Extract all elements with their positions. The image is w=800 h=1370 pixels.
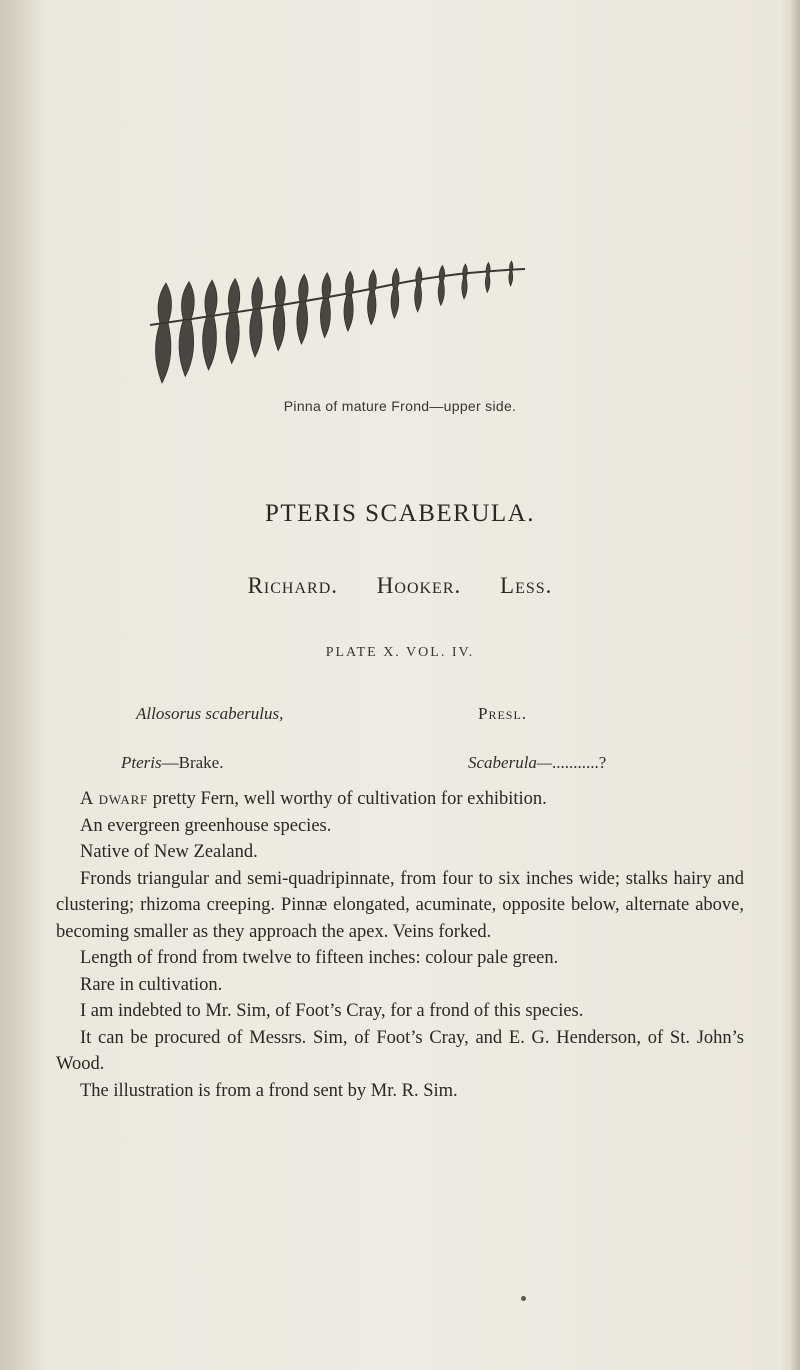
pinnule-upper — [416, 267, 422, 285]
pinnule-lower — [226, 313, 239, 364]
pinnule-lower — [320, 299, 330, 338]
paragraph: Fronds triangular and semi-quadripinnate, from four to six inches wide; stalks hairy and clustering; rhizoma creeping. Pinnæ elongated, acuminate, opposite below, alternate above, becoming smaller as they approach the apex. Veins forked. — [56, 868, 744, 942]
pinnule-upper — [228, 279, 240, 313]
paragraph: Native of New Zealand. — [80, 842, 258, 862]
paragraph: Length of frond from twelve to fifteen inches: colour pale green. — [80, 948, 559, 968]
pinnule-lower — [250, 309, 262, 357]
pinnule-upper — [299, 274, 308, 302]
pinnule-upper — [275, 276, 285, 306]
pinnule-upper — [510, 261, 513, 271]
pinnule-upper — [252, 277, 263, 309]
pinnule-lower — [415, 285, 422, 312]
pinnule-upper — [345, 271, 353, 295]
ink-speck — [521, 1296, 526, 1301]
pinnule-upper — [486, 262, 490, 274]
authority-names — [0, 573, 800, 599]
page-title: PTERIS SCABERULA. — [265, 500, 535, 527]
paragraph: The illustration is from a frond sent by Mr. R. Sim. — [80, 1080, 458, 1101]
pinnule-lower — [344, 295, 353, 331]
synonym-authority: Presl. — [478, 704, 528, 723]
pinnule-lower — [485, 274, 490, 292]
pinnule-upper — [205, 280, 217, 316]
author-hooker: Hooker. — [376, 573, 462, 598]
pinnule-lower — [179, 320, 194, 377]
pinnule-lower — [273, 306, 285, 351]
plate-reference: PLATE X. VOL. IV. — [325, 645, 475, 660]
paragraph: I am indebted to Mr. Sim, of Foot’s Cray, for a frond of this species. — [80, 1001, 584, 1021]
author-less: Less. — [500, 573, 553, 598]
pinnule-lower — [203, 316, 217, 370]
author-richard: Richard. — [247, 573, 339, 598]
pinnule-lower — [438, 281, 444, 305]
synonym-name: Allosorus scaberulus, — [136, 704, 284, 723]
paragraph: A dwarf pretty Fern, well worthy of cultivation for exhibition. — [80, 789, 547, 809]
pinnule-lower — [391, 288, 399, 318]
fern-pinna-illustration-icon — [140, 255, 530, 395]
pinnule-lower — [509, 271, 513, 286]
pinnule-lower — [155, 323, 170, 383]
figure-caption: Pinna of mature Frond—upper side. — [283, 398, 517, 414]
description-text — [56, 786, 744, 1104]
pinnule-upper — [439, 265, 444, 281]
pinnule-lower — [297, 302, 308, 344]
paragraph: Rare in cultivation. — [80, 974, 223, 995]
pinnule-upper — [322, 273, 331, 299]
species-etymology: Scaberula—...........? — [468, 753, 607, 772]
pinnule-lower — [368, 292, 377, 325]
pinnule-upper — [463, 264, 468, 278]
pinnule-upper — [181, 282, 194, 320]
page-gutter-shadow — [0, 0, 48, 1370]
genus-etymology: Pteris—Brake. — [121, 753, 224, 772]
page-edge — [790, 0, 800, 1370]
paragraph: It can be procured of Messrs. Sim, of Foot’s Cray, and E. G. Henderson, of St. John’s Wood. — [56, 1027, 744, 1074]
pinnule-upper — [369, 270, 376, 292]
paragraph: An evergreen greenhouse species. — [80, 815, 332, 836]
pinnule-lower — [462, 278, 467, 299]
pinnule-upper — [392, 268, 399, 288]
pinnule-upper — [158, 283, 172, 323]
